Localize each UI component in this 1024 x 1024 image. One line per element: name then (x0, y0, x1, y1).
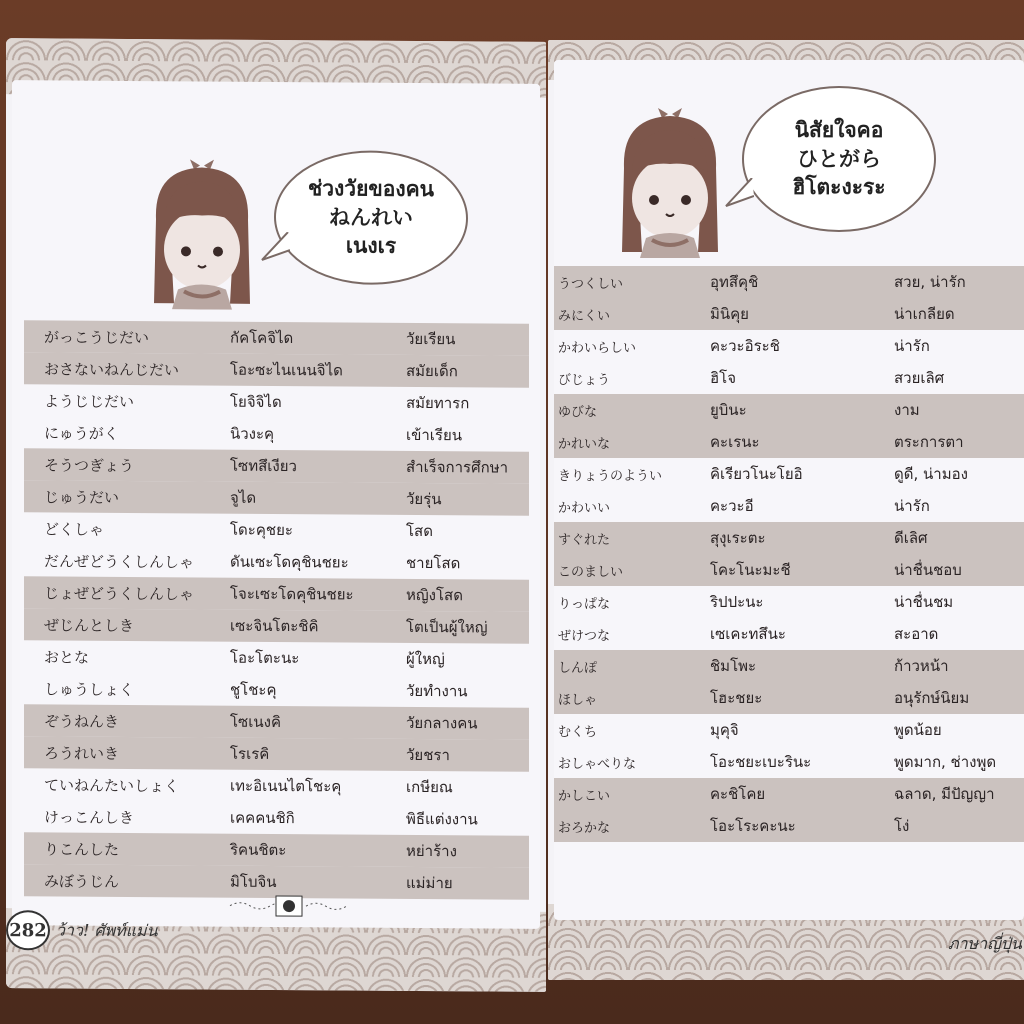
thai-reading: ชิมโพะ (710, 657, 757, 675)
table-row (24, 576, 529, 612)
table-row (554, 394, 1024, 426)
bubble-line-3: ฮิโตะงะระ (792, 175, 886, 200)
thai-meaning: น่าเกลียด (894, 305, 955, 323)
japanese-word: じょぜどうくしんしゃ (44, 583, 195, 603)
thai-meaning: สมัยเด็ก (406, 361, 458, 381)
thai-meaning: งาม (894, 401, 920, 419)
thai-reading: ดันเซะโดคุชินชยะ (230, 552, 349, 572)
japanese-word: ぜけつな (558, 628, 611, 644)
thai-reading: โอะชยะเบะรินะ (710, 753, 812, 771)
thai-meaning: น่าชื่นชม (894, 593, 954, 611)
table-row (554, 810, 1024, 842)
thai-reading: โยจิจิได (230, 392, 282, 412)
table-row (24, 704, 529, 740)
thai-meaning: อนุรักษ์นิยม (894, 689, 970, 707)
thai-meaning: โง่ (894, 817, 910, 835)
japanese-word: おとな (44, 647, 90, 667)
girl-illustration (142, 159, 262, 310)
thai-reading: โอะโระคะนะ (710, 817, 796, 835)
bubble-line-2: ひとがら (797, 146, 881, 171)
table-row (24, 672, 529, 708)
flag-ornament (228, 892, 348, 921)
table-row (554, 714, 1024, 746)
table-row (24, 512, 529, 548)
thai-meaning: หย่าร้าง (406, 841, 457, 861)
japanese-word: だんぜどうくしんしゃ (44, 551, 195, 571)
thai-reading: จูได (230, 488, 257, 507)
bubble-line-3: เนงเร (345, 233, 397, 259)
bubble-tail-right (724, 178, 754, 208)
japanese-word: みぼうじん (44, 871, 120, 891)
japanese-word: ようじじだい (44, 391, 135, 411)
thai-reading: ชูโชะคุ (230, 680, 277, 700)
table-row (24, 832, 529, 868)
thai-reading: เซะจินโตะชิคิ (230, 616, 319, 636)
japanese-word: ぞうねんき (44, 711, 120, 731)
table-row (554, 746, 1024, 778)
girl-illustration-right (610, 108, 730, 258)
thai-reading: โดะคุชยะ (230, 520, 293, 540)
thai-meaning: ฉลาด, มีปัญญา (894, 785, 995, 803)
thai-meaning: โสด (406, 521, 433, 541)
thai-reading: โจะเซะโดคุชินชยะ (230, 584, 354, 604)
thai-reading: ยูบินะ (710, 401, 747, 419)
thai-reading: คะเรนะ (710, 433, 760, 451)
japanese-word: にゅうがく (44, 423, 119, 443)
japanese-word: かれいな (558, 436, 611, 452)
thai-reading: โซทสึเงียว (230, 456, 297, 476)
table-row (24, 480, 529, 516)
thai-reading: ฮิโจ (710, 369, 737, 387)
thai-reading: มิโบจิน (230, 872, 277, 892)
japanese-word: がっこうじだい (44, 327, 150, 347)
thai-meaning: ดูดี, น่ามอง (894, 465, 968, 483)
thai-reading: โอะซะไนเนนจิได (230, 360, 343, 380)
speech-bubble-character (742, 86, 936, 232)
thai-reading: โคะโนะมะชี (710, 561, 791, 579)
thai-reading: คิเรียวโนะโยอิ (710, 465, 803, 483)
thai-meaning: ผู้ใหญ่ (406, 649, 445, 669)
thai-meaning: เข้าเรียน (406, 425, 463, 445)
table-row (24, 544, 529, 580)
bubble-line-1: นิสัยใจคอ (794, 118, 884, 143)
thai-reading: ริปปะนะ (710, 593, 764, 611)
left-page (6, 38, 546, 992)
table-row (24, 768, 529, 804)
japanese-word: きりょうのようい (558, 468, 663, 484)
table-row (554, 266, 1024, 298)
japanese-word: おろかな (558, 820, 611, 836)
table-row (554, 490, 1024, 522)
japanese-word: むくち (558, 724, 598, 740)
japanese-word: りっぱな (558, 596, 611, 612)
thai-reading: มุคุจิ (710, 721, 739, 739)
japanese-word: かわいい (558, 500, 611, 516)
footer-language-title: ภาษาญี่ปุ่น (948, 934, 1022, 953)
table-row (554, 778, 1024, 810)
japanese-word: おしゃべりな (558, 756, 637, 772)
table-row (554, 426, 1024, 458)
thai-meaning: น่ารัก (894, 337, 930, 355)
thai-reading: คะชิโคย (710, 785, 766, 803)
thai-reading: นิวงะคุ (230, 424, 275, 443)
thai-meaning: วัยเรียน (406, 329, 456, 349)
japanese-word: しんぽ (558, 660, 598, 676)
thai-meaning: วัยรุ่น (406, 489, 442, 509)
thai-meaning: ก้าวหน้า (894, 657, 949, 675)
table-row (24, 800, 529, 836)
thai-reading: โฮะชยะ (710, 689, 763, 707)
table-row (24, 608, 529, 644)
table-row (554, 650, 1024, 682)
thai-meaning: หญิงโสด (406, 585, 463, 605)
thai-reading: เซเคะทสึนะ (710, 625, 786, 643)
table-row (554, 554, 1024, 586)
table-row (554, 362, 1024, 394)
thai-meaning: วัยกลางคน (406, 713, 478, 733)
japanese-word: うつくしい (558, 276, 624, 292)
speech-bubble-age (274, 150, 468, 285)
thai-reading: เคคคนชิกิ (230, 808, 295, 828)
left-page-content (12, 80, 540, 929)
table-row (554, 522, 1024, 554)
page-number: 282 (6, 910, 50, 950)
thai-reading: เทะอิเนนไตโชะคุ (230, 776, 342, 796)
thai-meaning: วัยชรา (406, 745, 450, 765)
japanese-word: ほしゃ (558, 692, 598, 708)
thai-meaning: ดีเลิศ (894, 529, 928, 547)
thai-meaning: สำเร็จการศึกษา (406, 457, 509, 477)
thai-meaning: ตระการตา (894, 433, 964, 451)
japanese-word: じゅうだい (44, 487, 120, 507)
thai-meaning: พูดน้อย (894, 721, 942, 739)
table-row (24, 320, 529, 356)
japanese-word: すぐれた (558, 532, 611, 548)
thai-reading: โซเนงคิ (230, 712, 281, 732)
thai-meaning: วัยทำงาน (406, 681, 468, 701)
thai-reading: มินิคุย (710, 305, 749, 323)
right-page (548, 40, 1024, 980)
table-row (24, 352, 529, 388)
table-row (554, 586, 1024, 618)
table-row (24, 448, 529, 484)
thai-meaning: น่ารัก (894, 497, 930, 515)
right-vocab-table (554, 266, 1024, 842)
table-row (554, 682, 1024, 714)
bubble-tail (260, 232, 290, 262)
bubble-line-1: ช่วงวัยของคน (307, 176, 435, 202)
thai-reading: คะวะอี (710, 497, 754, 515)
thai-meaning: ชายโสด (406, 553, 461, 573)
japanese-word: りこんした (44, 839, 120, 859)
japanese-word: ゆびな (558, 404, 598, 420)
table-row (24, 736, 529, 772)
right-page-content (554, 60, 1024, 920)
table-row (24, 640, 529, 676)
thai-meaning: โตเป็นผู้ใหญ่ (406, 617, 488, 637)
table-row (554, 618, 1024, 650)
thai-meaning: สวย, น่ารัก (894, 273, 966, 291)
thai-reading: ริคนชิตะ (230, 840, 287, 860)
japanese-word: かしこい (558, 788, 611, 804)
thai-meaning: สวยเลิศ (894, 369, 945, 387)
japanese-word: おさないねんじだい (44, 359, 180, 379)
thai-meaning: เกษียณ (406, 777, 453, 797)
thai-reading: สุงุเระตะ (710, 529, 766, 547)
table-row (24, 384, 529, 420)
bubble-line-2: ねんれい (329, 205, 413, 230)
thai-reading: อุทสึคุชิ (710, 273, 759, 291)
japanese-word: ていねんたいしょく (44, 775, 180, 795)
japanese-word: しゅうしょく (44, 679, 135, 699)
japanese-word: そうつぎょう (44, 455, 135, 475)
thai-meaning: สมัยทารก (406, 393, 470, 413)
thai-reading: กัคโคจิได (230, 328, 294, 348)
thai-meaning: สะอาด (894, 625, 939, 643)
table-row (554, 298, 1024, 330)
japanese-word: かわいらしい (558, 340, 637, 356)
thai-meaning: น่าชื่นชอบ (894, 561, 962, 579)
footer-book-title: ว้าว! ศัพท์แม่น (56, 920, 158, 941)
thai-reading: โอะโตะนะ (230, 648, 300, 668)
table-row (24, 416, 529, 452)
japanese-word: みにくい (558, 308, 611, 324)
thai-meaning: พิธีแต่งงาน (406, 809, 478, 829)
japanese-word: けっこんしき (44, 807, 135, 827)
thai-meaning: แม่ม่าย (406, 873, 453, 893)
table-row (554, 458, 1024, 490)
left-vocab-table (24, 320, 529, 900)
thai-meaning: พูดมาก, ช่างพูด (894, 753, 997, 771)
thai-reading: คะวะอิระชิ (710, 337, 780, 355)
japanese-word: どくしゃ (44, 519, 105, 539)
japanese-word: このましい (558, 564, 624, 580)
thai-reading: โรเรคิ (230, 744, 270, 763)
japanese-word: びじょう (558, 372, 611, 388)
japanese-word: ろうれいき (44, 743, 120, 763)
table-row (554, 330, 1024, 362)
japanese-word: ぜじんとしき (44, 615, 135, 635)
